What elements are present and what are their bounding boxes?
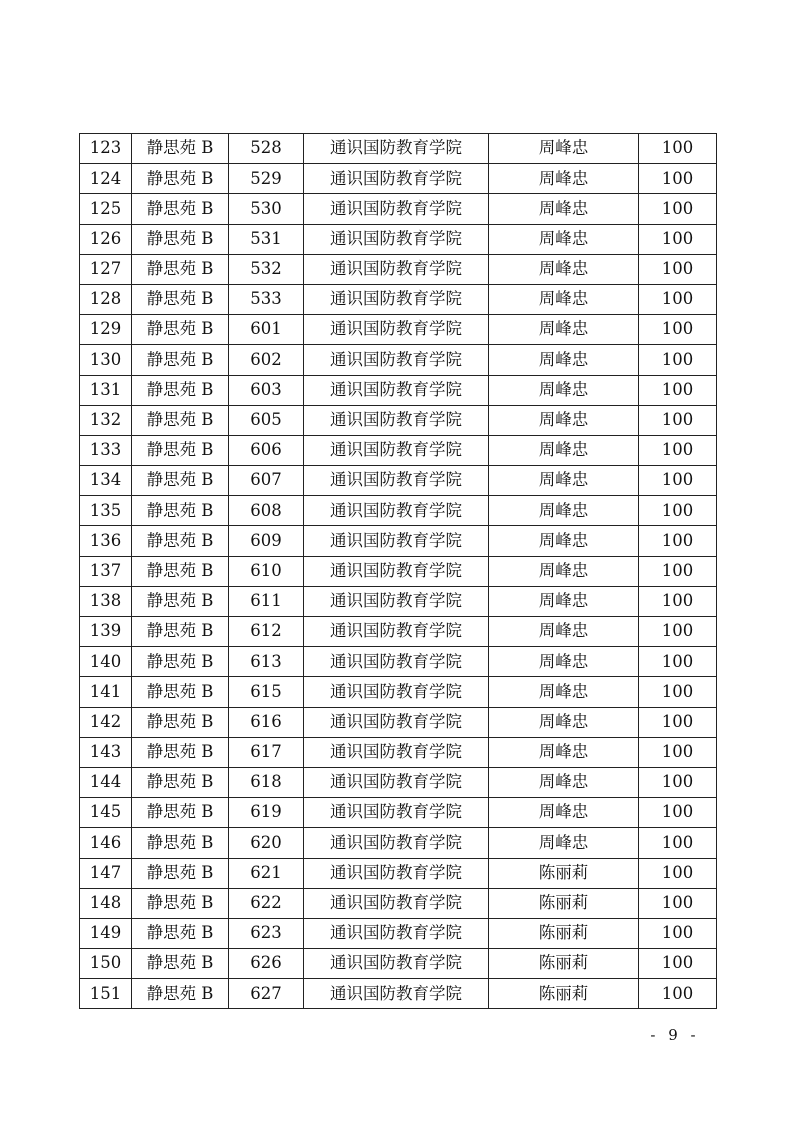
room-number-cell: 601 [229, 315, 304, 345]
manager-cell: 周峰忠 [489, 284, 639, 314]
department-cell: 通识国防教育学院 [304, 798, 489, 828]
building-cell: 静思苑 B [132, 707, 229, 737]
table-row [80, 767, 717, 797]
building-cell: 静思苑 B [132, 405, 229, 435]
score-cell: 100 [639, 767, 717, 797]
row-index-cell: 144 [80, 767, 132, 797]
table-row [80, 858, 717, 888]
table-row [80, 134, 717, 164]
row-index-cell: 151 [80, 979, 132, 1009]
row-index-cell: 137 [80, 556, 132, 586]
building-cell: 静思苑 B [132, 737, 229, 767]
manager-cell: 周峰忠 [489, 254, 639, 284]
score-cell: 100 [639, 284, 717, 314]
room-number-cell: 531 [229, 224, 304, 254]
building-cell: 静思苑 B [132, 496, 229, 526]
manager-cell: 周峰忠 [489, 405, 639, 435]
department-cell: 通识国防教育学院 [304, 496, 489, 526]
score-cell: 100 [639, 496, 717, 526]
manager-cell: 周峰忠 [489, 134, 639, 164]
room-number-cell: 627 [229, 979, 304, 1009]
manager-cell: 陈丽莉 [489, 949, 639, 979]
building-cell: 静思苑 B [132, 979, 229, 1009]
table-row [80, 284, 717, 314]
department-cell: 通识国防教育学院 [304, 284, 489, 314]
table-row [80, 496, 717, 526]
room-number-cell: 621 [229, 858, 304, 888]
table-row [80, 647, 717, 677]
table-row [80, 526, 717, 556]
department-cell: 通识国防教育学院 [304, 828, 489, 858]
room-number-cell: 609 [229, 526, 304, 556]
room-number-cell: 530 [229, 194, 304, 224]
department-cell: 通识国防教育学院 [304, 526, 489, 556]
manager-cell: 周峰忠 [489, 767, 639, 797]
row-index-cell: 123 [80, 134, 132, 164]
manager-cell: 周峰忠 [489, 647, 639, 677]
manager-cell: 周峰忠 [489, 375, 639, 405]
manager-cell: 周峰忠 [489, 164, 639, 194]
row-index-cell: 145 [80, 798, 132, 828]
room-number-cell: 606 [229, 435, 304, 465]
department-cell: 通识国防教育学院 [304, 647, 489, 677]
room-number-cell: 613 [229, 647, 304, 677]
building-cell: 静思苑 B [132, 134, 229, 164]
score-cell: 100 [639, 617, 717, 647]
score-cell: 100 [639, 586, 717, 616]
room-number-cell: 528 [229, 134, 304, 164]
department-cell: 通识国防教育学院 [304, 979, 489, 1009]
table-row [80, 707, 717, 737]
room-number-cell: 533 [229, 284, 304, 314]
department-cell: 通识国防教育学院 [304, 194, 489, 224]
score-cell: 100 [639, 737, 717, 767]
building-cell: 静思苑 B [132, 677, 229, 707]
department-cell: 通识国防教育学院 [304, 949, 489, 979]
building-cell: 静思苑 B [132, 918, 229, 948]
building-cell: 静思苑 B [132, 224, 229, 254]
manager-cell: 陈丽莉 [489, 979, 639, 1009]
page-number: - 9 - [650, 1026, 700, 1044]
score-cell: 100 [639, 888, 717, 918]
table-body [80, 134, 717, 1009]
row-index-cell: 130 [80, 345, 132, 375]
row-index-cell: 134 [80, 466, 132, 496]
score-cell: 100 [639, 858, 717, 888]
department-cell: 通识国防教育学院 [304, 375, 489, 405]
table-row [80, 194, 717, 224]
score-cell: 100 [639, 375, 717, 405]
score-cell: 100 [639, 798, 717, 828]
row-index-cell: 146 [80, 828, 132, 858]
manager-cell: 陈丽莉 [489, 918, 639, 948]
table-row [80, 315, 717, 345]
score-cell: 100 [639, 194, 717, 224]
manager-cell: 陈丽莉 [489, 858, 639, 888]
manager-cell: 周峰忠 [489, 466, 639, 496]
row-index-cell: 126 [80, 224, 132, 254]
manager-cell: 周峰忠 [489, 586, 639, 616]
table-row [80, 254, 717, 284]
table-row [80, 586, 717, 616]
department-cell: 通识国防教育学院 [304, 737, 489, 767]
row-index-cell: 128 [80, 284, 132, 314]
building-cell: 静思苑 B [132, 798, 229, 828]
building-cell: 静思苑 B [132, 284, 229, 314]
department-cell: 通识国防教育学院 [304, 556, 489, 586]
table-row [80, 345, 717, 375]
score-cell: 100 [639, 254, 717, 284]
manager-cell: 周峰忠 [489, 556, 639, 586]
score-cell: 100 [639, 466, 717, 496]
row-index-cell: 150 [80, 949, 132, 979]
score-cell: 100 [639, 134, 717, 164]
department-cell: 通识国防教育学院 [304, 254, 489, 284]
manager-cell: 周峰忠 [489, 828, 639, 858]
building-cell: 静思苑 B [132, 858, 229, 888]
table-row [80, 918, 717, 948]
row-index-cell: 149 [80, 918, 132, 948]
department-cell: 通识国防教育学院 [304, 164, 489, 194]
department-cell: 通识国防教育学院 [304, 767, 489, 797]
row-index-cell: 131 [80, 375, 132, 405]
manager-cell: 周峰忠 [489, 617, 639, 647]
room-number-cell: 529 [229, 164, 304, 194]
score-cell: 100 [639, 647, 717, 677]
table-row [80, 949, 717, 979]
score-cell: 100 [639, 435, 717, 465]
score-cell: 100 [639, 315, 717, 345]
row-index-cell: 140 [80, 647, 132, 677]
row-index-cell: 127 [80, 254, 132, 284]
score-cell: 100 [639, 224, 717, 254]
score-cell: 100 [639, 164, 717, 194]
room-number-cell: 619 [229, 798, 304, 828]
building-cell: 静思苑 B [132, 435, 229, 465]
room-number-cell: 623 [229, 918, 304, 948]
manager-cell: 周峰忠 [489, 345, 639, 375]
manager-cell: 周峰忠 [489, 526, 639, 556]
building-cell: 静思苑 B [132, 375, 229, 405]
room-number-cell: 610 [229, 556, 304, 586]
table-row [80, 164, 717, 194]
department-cell: 通识国防教育学院 [304, 435, 489, 465]
department-cell: 通识国防教育学院 [304, 466, 489, 496]
department-cell: 通识国防教育学院 [304, 405, 489, 435]
building-cell: 静思苑 B [132, 345, 229, 375]
department-cell: 通识国防教育学院 [304, 858, 489, 888]
building-cell: 静思苑 B [132, 767, 229, 797]
department-cell: 通识国防教育学院 [304, 677, 489, 707]
department-cell: 通识国防教育学院 [304, 224, 489, 254]
building-cell: 静思苑 B [132, 164, 229, 194]
building-cell: 静思苑 B [132, 617, 229, 647]
manager-cell: 周峰忠 [489, 798, 639, 828]
row-index-cell: 125 [80, 194, 132, 224]
row-index-cell: 124 [80, 164, 132, 194]
table-row [80, 677, 717, 707]
dormitory-score-table [79, 133, 717, 1009]
table-row [80, 828, 717, 858]
table-row [80, 556, 717, 586]
building-cell: 静思苑 B [132, 254, 229, 284]
row-index-cell: 143 [80, 737, 132, 767]
row-index-cell: 136 [80, 526, 132, 556]
table-row [80, 466, 717, 496]
department-cell: 通识国防教育学院 [304, 617, 489, 647]
building-cell: 静思苑 B [132, 556, 229, 586]
room-number-cell: 617 [229, 737, 304, 767]
manager-cell: 周峰忠 [489, 677, 639, 707]
row-index-cell: 147 [80, 858, 132, 888]
room-number-cell: 615 [229, 677, 304, 707]
building-cell: 静思苑 B [132, 647, 229, 677]
department-cell: 通识国防教育学院 [304, 918, 489, 948]
row-index-cell: 132 [80, 405, 132, 435]
room-number-cell: 618 [229, 767, 304, 797]
room-number-cell: 611 [229, 586, 304, 616]
room-number-cell: 616 [229, 707, 304, 737]
department-cell: 通识国防教育学院 [304, 315, 489, 345]
row-index-cell: 139 [80, 617, 132, 647]
manager-cell: 周峰忠 [489, 315, 639, 345]
table-row [80, 888, 717, 918]
room-number-cell: 603 [229, 375, 304, 405]
manager-cell: 周峰忠 [489, 737, 639, 767]
score-cell: 100 [639, 405, 717, 435]
room-number-cell: 607 [229, 466, 304, 496]
manager-cell: 周峰忠 [489, 496, 639, 526]
score-cell: 100 [639, 828, 717, 858]
table-row [80, 224, 717, 254]
score-cell: 100 [639, 918, 717, 948]
room-number-cell: 532 [229, 254, 304, 284]
room-number-cell: 626 [229, 949, 304, 979]
department-cell: 通识国防教育学院 [304, 586, 489, 616]
manager-cell: 周峰忠 [489, 224, 639, 254]
manager-cell: 周峰忠 [489, 435, 639, 465]
manager-cell: 陈丽莉 [489, 888, 639, 918]
building-cell: 静思苑 B [132, 949, 229, 979]
room-number-cell: 605 [229, 405, 304, 435]
room-number-cell: 602 [229, 345, 304, 375]
score-cell: 100 [639, 677, 717, 707]
table-row [80, 435, 717, 465]
score-cell: 100 [639, 979, 717, 1009]
department-cell: 通识国防教育学院 [304, 707, 489, 737]
row-index-cell: 138 [80, 586, 132, 616]
table-row [80, 375, 717, 405]
building-cell: 静思苑 B [132, 586, 229, 616]
table-row [80, 737, 717, 767]
score-cell: 100 [639, 526, 717, 556]
department-cell: 通识国防教育学院 [304, 888, 489, 918]
building-cell: 静思苑 B [132, 194, 229, 224]
score-cell: 100 [639, 707, 717, 737]
room-number-cell: 608 [229, 496, 304, 526]
row-index-cell: 129 [80, 315, 132, 345]
row-index-cell: 135 [80, 496, 132, 526]
building-cell: 静思苑 B [132, 888, 229, 918]
building-cell: 静思苑 B [132, 526, 229, 556]
room-number-cell: 620 [229, 828, 304, 858]
building-cell: 静思苑 B [132, 315, 229, 345]
row-index-cell: 141 [80, 677, 132, 707]
score-cell: 100 [639, 556, 717, 586]
table-row [80, 617, 717, 647]
table-row [80, 979, 717, 1009]
manager-cell: 周峰忠 [489, 707, 639, 737]
manager-cell: 周峰忠 [489, 194, 639, 224]
row-index-cell: 148 [80, 888, 132, 918]
building-cell: 静思苑 B [132, 466, 229, 496]
score-cell: 100 [639, 949, 717, 979]
score-cell: 100 [639, 345, 717, 375]
department-cell: 通识国防教育学院 [304, 345, 489, 375]
row-index-cell: 133 [80, 435, 132, 465]
table-row [80, 405, 717, 435]
department-cell: 通识国防教育学院 [304, 134, 489, 164]
room-number-cell: 612 [229, 617, 304, 647]
room-number-cell: 622 [229, 888, 304, 918]
row-index-cell: 142 [80, 707, 132, 737]
building-cell: 静思苑 B [132, 828, 229, 858]
table-row [80, 798, 717, 828]
